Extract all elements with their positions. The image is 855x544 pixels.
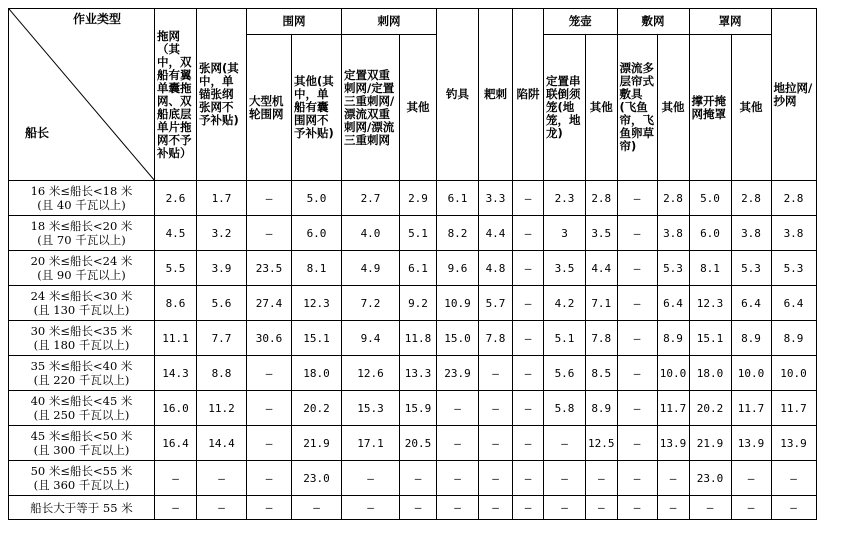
table-cell: 5.7 xyxy=(479,286,513,321)
table-body xyxy=(9,181,817,520)
row-label xyxy=(9,356,155,391)
table-cell: – xyxy=(513,216,544,251)
table-cell: – xyxy=(437,426,479,461)
table-cell: 8.5 xyxy=(586,356,618,391)
table-cell: 21.9 xyxy=(292,426,342,461)
col-ciwang-other: 其他 xyxy=(400,35,437,181)
col-dilawang: 地拉网/抄网 xyxy=(771,9,816,181)
table-cell: – xyxy=(771,496,816,520)
row-label xyxy=(9,286,155,321)
col-fuwang-other: 其他 xyxy=(657,35,689,181)
table-cell: – xyxy=(513,251,544,286)
table-cell: 1.7 xyxy=(197,181,247,216)
table-cell: 6.1 xyxy=(437,181,479,216)
table-cell: – xyxy=(657,461,689,496)
table-cell: 4.0 xyxy=(342,216,400,251)
group-fuwang: 敷网 xyxy=(617,9,689,35)
table-row xyxy=(9,461,817,496)
table-cell: – xyxy=(586,461,618,496)
table-cell: 5.3 xyxy=(657,251,689,286)
table-cell: 11.2 xyxy=(197,391,247,426)
table-cell: 7.7 xyxy=(197,321,247,356)
table-cell: – xyxy=(479,391,513,426)
table-cell: 2.8 xyxy=(586,181,618,216)
table-cell: 18.0 xyxy=(292,356,342,391)
table-cell: 10.0 xyxy=(771,356,816,391)
table-cell: 30.6 xyxy=(247,321,292,356)
table-cell: 20.5 xyxy=(400,426,437,461)
table-cell: 3.8 xyxy=(657,216,689,251)
col-tuowang: 拖网（其中，双船有翼单囊拖网、双船底层单片拖网不予补贴） xyxy=(155,9,197,181)
table-cell: – xyxy=(437,496,479,520)
table-cell: – xyxy=(247,426,292,461)
table-cell: 6.0 xyxy=(689,216,731,251)
table-row xyxy=(9,321,817,356)
table-cell: – xyxy=(771,461,816,496)
table-cell: 8.1 xyxy=(689,251,731,286)
table-cell: 13.9 xyxy=(657,426,689,461)
table-cell: 9.2 xyxy=(400,286,437,321)
col-longhu-fixed: 定置串联倒须笼(地笼，地龙) xyxy=(544,35,586,181)
row-label-length: 18 米≤船长<20 米 xyxy=(30,219,133,233)
table-cell: 11.1 xyxy=(155,321,197,356)
table-cell: 5.1 xyxy=(544,321,586,356)
table-cell: – xyxy=(544,461,586,496)
table-cell: 9.4 xyxy=(342,321,400,356)
table-cell: 7.8 xyxy=(479,321,513,356)
col-fuwang-float: 漂流多层帘式敷具(飞鱼帘，飞鱼卵草帘) xyxy=(617,35,657,181)
table-cell: 15.3 xyxy=(342,391,400,426)
col-xianjing: 陷阱 xyxy=(513,9,544,181)
table-cell: – xyxy=(544,426,586,461)
table-cell: 5.5 xyxy=(155,251,197,286)
table-cell: 23.0 xyxy=(689,461,731,496)
table-cell: 2.3 xyxy=(544,181,586,216)
table-cell: 2.9 xyxy=(400,181,437,216)
table-cell: 10.9 xyxy=(437,286,479,321)
row-label-power: (且 180 千瓦以上) xyxy=(33,338,130,352)
row-label xyxy=(9,321,155,356)
table-cell: 15.9 xyxy=(400,391,437,426)
table-cell: – xyxy=(617,461,657,496)
table-cell: 11.8 xyxy=(400,321,437,356)
table-cell: 3.2 xyxy=(197,216,247,251)
row-label-length: 24 米≤船长<30 米 xyxy=(30,289,133,303)
table-cell: – xyxy=(513,181,544,216)
row-label-power: (且 130 千瓦以上) xyxy=(33,303,130,317)
group-weiwang: 围网 xyxy=(247,9,342,35)
table-cell: – xyxy=(479,461,513,496)
table-cell: 5.1 xyxy=(400,216,437,251)
table-cell: 4.4 xyxy=(586,251,618,286)
table-cell: 6.4 xyxy=(771,286,816,321)
row-label xyxy=(9,181,155,216)
table-row xyxy=(9,181,817,216)
table-cell: – xyxy=(247,181,292,216)
table-cell: – xyxy=(657,496,689,520)
table-cell: 23.0 xyxy=(292,461,342,496)
table-cell: 2.7 xyxy=(342,181,400,216)
table-cell: 27.4 xyxy=(247,286,292,321)
table-cell: 6.1 xyxy=(400,251,437,286)
table-cell: 4.5 xyxy=(155,216,197,251)
table-cell: 11.7 xyxy=(731,391,771,426)
table-cell: 6.0 xyxy=(292,216,342,251)
table-cell: 2.8 xyxy=(657,181,689,216)
subsidy-table xyxy=(8,8,817,520)
table-cell: – xyxy=(155,461,197,496)
table-cell: 8.2 xyxy=(437,216,479,251)
table-cell: – xyxy=(617,496,657,520)
row-label-power: (且 90 千瓦以上) xyxy=(37,268,126,282)
table-cell: 7.1 xyxy=(586,286,618,321)
table-cell: – xyxy=(617,426,657,461)
table-cell: – xyxy=(586,496,618,520)
table-cell: 5.0 xyxy=(689,181,731,216)
row-label-length: 20 米≤船长<24 米 xyxy=(30,254,133,268)
row-label-power: (且 360 千瓦以上) xyxy=(33,478,130,492)
row-label-length: 40 米≤船长<45 米 xyxy=(30,394,133,408)
row-label xyxy=(9,251,155,286)
table-cell: 3.5 xyxy=(586,216,618,251)
table-cell: 8.1 xyxy=(292,251,342,286)
table-cell: 5.8 xyxy=(544,391,586,426)
col-ciwang-fixed: 定置双重刺网/定置三重刺网/漂流双重刺网/漂流三重刺网 xyxy=(342,35,400,181)
table-cell: – xyxy=(731,496,771,520)
table-cell: 4.9 xyxy=(342,251,400,286)
table-cell: – xyxy=(247,356,292,391)
corner-top-label: 作业类型 xyxy=(73,12,122,26)
group-ciwang: 刺网 xyxy=(342,9,437,35)
table-cell: 8.9 xyxy=(731,321,771,356)
row-label-power: (且 40 千瓦以上) xyxy=(37,198,126,212)
col-dax: 大型机轮围网 xyxy=(247,35,292,181)
table-cell: 3.9 xyxy=(197,251,247,286)
table-cell: – xyxy=(247,496,292,520)
table-row xyxy=(9,391,817,426)
table-cell: – xyxy=(247,391,292,426)
table-cell: – xyxy=(617,286,657,321)
table-cell: 15.1 xyxy=(292,321,342,356)
table-cell: 9.6 xyxy=(437,251,479,286)
table-cell: 6.4 xyxy=(731,286,771,321)
table-cell: 3.8 xyxy=(771,216,816,251)
corner-bottom-label: 船长 xyxy=(25,126,50,140)
table-cell: – xyxy=(513,321,544,356)
table-cell: – xyxy=(689,496,731,520)
table-cell: 16.4 xyxy=(155,426,197,461)
row-label xyxy=(9,461,155,496)
table-cell: – xyxy=(197,496,247,520)
table-cell: – xyxy=(731,461,771,496)
table-cell: – xyxy=(513,426,544,461)
table-cell: – xyxy=(247,461,292,496)
table-cell: 17.1 xyxy=(342,426,400,461)
table-cell: 20.2 xyxy=(292,391,342,426)
table-cell: – xyxy=(197,461,247,496)
table-cell: 3.8 xyxy=(731,216,771,251)
table-cell: 14.4 xyxy=(197,426,247,461)
table-cell: – xyxy=(617,391,657,426)
table-cell: 13.3 xyxy=(400,356,437,391)
group-longhu: 笼壶 xyxy=(544,9,618,35)
col-diaoju: 钓具 xyxy=(437,9,479,181)
table-cell: 14.3 xyxy=(155,356,197,391)
table-cell: – xyxy=(513,286,544,321)
row-label-length: 35 米≤船长<40 米 xyxy=(30,359,133,373)
table-cell: 16.0 xyxy=(155,391,197,426)
row-label-length: 16 米≤船长<18 米 xyxy=(30,184,133,198)
table-cell: – xyxy=(544,496,586,520)
table-cell: – xyxy=(400,461,437,496)
table-cell: – xyxy=(247,216,292,251)
table-cell: 12.3 xyxy=(689,286,731,321)
table-cell: 2.8 xyxy=(771,181,816,216)
table-cell: 6.4 xyxy=(657,286,689,321)
table-cell: 15.0 xyxy=(437,321,479,356)
row-label xyxy=(9,426,155,461)
table-cell: 15.1 xyxy=(689,321,731,356)
table-cell: 4.8 xyxy=(479,251,513,286)
col-zhangwang: 张网(其中，单锚张纲张网不予补贴) xyxy=(197,9,247,181)
row-label xyxy=(9,216,155,251)
col-zhaowang-other: 其他 xyxy=(731,35,771,181)
table-cell: 18.0 xyxy=(689,356,731,391)
table-cell: 20.2 xyxy=(689,391,731,426)
table-cell: – xyxy=(155,496,197,520)
col-longhu-other: 其他 xyxy=(586,35,618,181)
diagonal-line xyxy=(9,9,155,181)
table-cell: – xyxy=(479,496,513,520)
table-cell: 2.8 xyxy=(731,181,771,216)
table-cell: 21.9 xyxy=(689,426,731,461)
table-row xyxy=(9,251,817,286)
row-label-length: 船长大于等于 55 米 xyxy=(30,500,133,515)
table-cell: 3.3 xyxy=(479,181,513,216)
table-cell: 12.3 xyxy=(292,286,342,321)
table-cell: 12.6 xyxy=(342,356,400,391)
table-cell: 5.3 xyxy=(771,251,816,286)
row-label-length: 45 米≤船长<50 米 xyxy=(30,429,133,443)
table-cell: – xyxy=(513,461,544,496)
table-cell: 23.9 xyxy=(437,356,479,391)
table-cell: – xyxy=(617,321,657,356)
table-cell: 5.6 xyxy=(544,356,586,391)
row-label-power: (且 250 千瓦以上) xyxy=(33,408,130,422)
row-label-power: (且 300 千瓦以上) xyxy=(33,443,130,457)
table-row xyxy=(9,496,817,520)
table-cell: 8.9 xyxy=(657,321,689,356)
table-cell: 8.8 xyxy=(197,356,247,391)
table-cell: – xyxy=(617,181,657,216)
row-label-power: (且 220 千瓦以上) xyxy=(33,373,130,387)
table-cell: 2.6 xyxy=(155,181,197,216)
table-cell: 13.9 xyxy=(771,426,816,461)
table-cell: 3.5 xyxy=(544,251,586,286)
table-cell: – xyxy=(617,216,657,251)
row-label-length: 30 米≤船长<35 米 xyxy=(30,324,133,338)
table-cell: 11.7 xyxy=(657,391,689,426)
table-cell: – xyxy=(513,391,544,426)
table-cell: – xyxy=(513,356,544,391)
table-cell: 7.8 xyxy=(586,321,618,356)
table-cell: 10.0 xyxy=(657,356,689,391)
table-cell: – xyxy=(342,461,400,496)
table-cell: – xyxy=(513,496,544,520)
table-cell: 5.6 xyxy=(197,286,247,321)
table-cell: – xyxy=(617,356,657,391)
table-cell: 8.9 xyxy=(771,321,816,356)
table-cell: – xyxy=(400,496,437,520)
table-cell: – xyxy=(437,461,479,496)
table-cell: 5.0 xyxy=(292,181,342,216)
table-cell: – xyxy=(437,391,479,426)
table-cell: 8.9 xyxy=(586,391,618,426)
row-label xyxy=(9,496,155,520)
table-cell: 13.9 xyxy=(731,426,771,461)
table-cell: – xyxy=(479,426,513,461)
table-cell: 4.4 xyxy=(479,216,513,251)
table-cell: 23.5 xyxy=(247,251,292,286)
col-bachi: 耙刺 xyxy=(479,9,513,181)
table-row xyxy=(9,426,817,461)
row-label-length: 50 米≤船长<55 米 xyxy=(30,464,133,478)
table-cell: 10.0 xyxy=(731,356,771,391)
table-cell: 4.2 xyxy=(544,286,586,321)
table-cell: – xyxy=(479,356,513,391)
table-cell: 5.3 xyxy=(731,251,771,286)
row-label xyxy=(9,391,155,426)
table-cell: 3 xyxy=(544,216,586,251)
table-cell: – xyxy=(617,251,657,286)
table-cell: 11.7 xyxy=(771,391,816,426)
col-weiwang-other: 其他(其中，单船有囊围网不予补贴) xyxy=(292,35,342,181)
table-row xyxy=(9,356,817,391)
table-cell: 12.5 xyxy=(586,426,618,461)
row-label-power: (且 70 千瓦以上) xyxy=(37,233,126,247)
table-cell: – xyxy=(292,496,342,520)
group-zhaowang: 罩网 xyxy=(689,9,771,35)
table-row xyxy=(9,216,817,251)
header-corner xyxy=(9,9,155,181)
table-cell: 8.6 xyxy=(155,286,197,321)
table-row xyxy=(9,286,817,321)
table-cell: – xyxy=(342,496,400,520)
table-cell: 7.2 xyxy=(342,286,400,321)
col-zhaowang-open: 撑开掩网掩罩 xyxy=(689,35,731,181)
